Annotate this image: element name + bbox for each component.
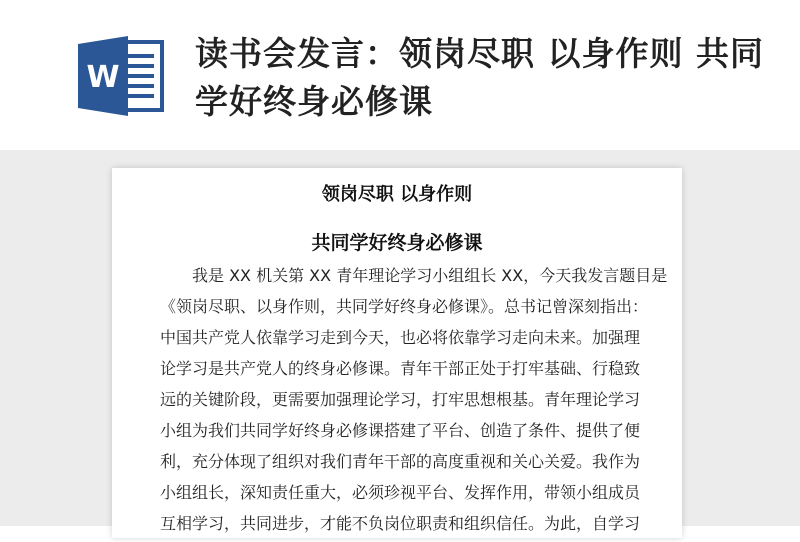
document-body (160, 263, 668, 542)
document-line: 小组组长，深知责任重大，必须珍视平台、发挥作用，带领小组成员 (160, 483, 641, 502)
document-line: 中国共产党人依靠学习走到今天，也必将依靠学习走向未来。加强理 (160, 328, 641, 347)
document-heading-2: 共同学好终身必修课 (311, 232, 483, 254)
document-line: 远的关键阶段，更需要加强理论学习，打牢思想根基。青年理论学习 (160, 390, 641, 409)
document-line: 利，充分体现了组织对我们青年干部的高度重视和关心关爱。我作为 (160, 452, 641, 471)
page-title: 读书会发言：领岗尽职 以身作则 共同学好终身必修课 (195, 34, 764, 121)
document-heading-1: 领岗尽职 以身作则 (321, 184, 473, 205)
document-line: 我是 XX 机关第 XX 青年理论学习小组组长 XX，今天我发言题目是 (192, 266, 668, 285)
document-page (112, 168, 682, 538)
word-doc-icon (78, 36, 166, 116)
logo-letter: W (86, 60, 120, 95)
document-line: 论学习是共产党人的终身必修课。青年干部正处于打牢基础、行稳致 (160, 359, 641, 378)
document-line: 《领岗尽职、以身作则，共同学好终身必修课》。总书记曾深刻指出： (160, 297, 649, 316)
header (0, 0, 800, 160)
document-line: 互相学习，共同进步，才能不负岗位职责和组织信任。为此，自学习 (160, 514, 641, 533)
document-line: 小组为我们共同学好终身必修课搭建了平台、创造了条件、提供了便 (160, 421, 641, 440)
